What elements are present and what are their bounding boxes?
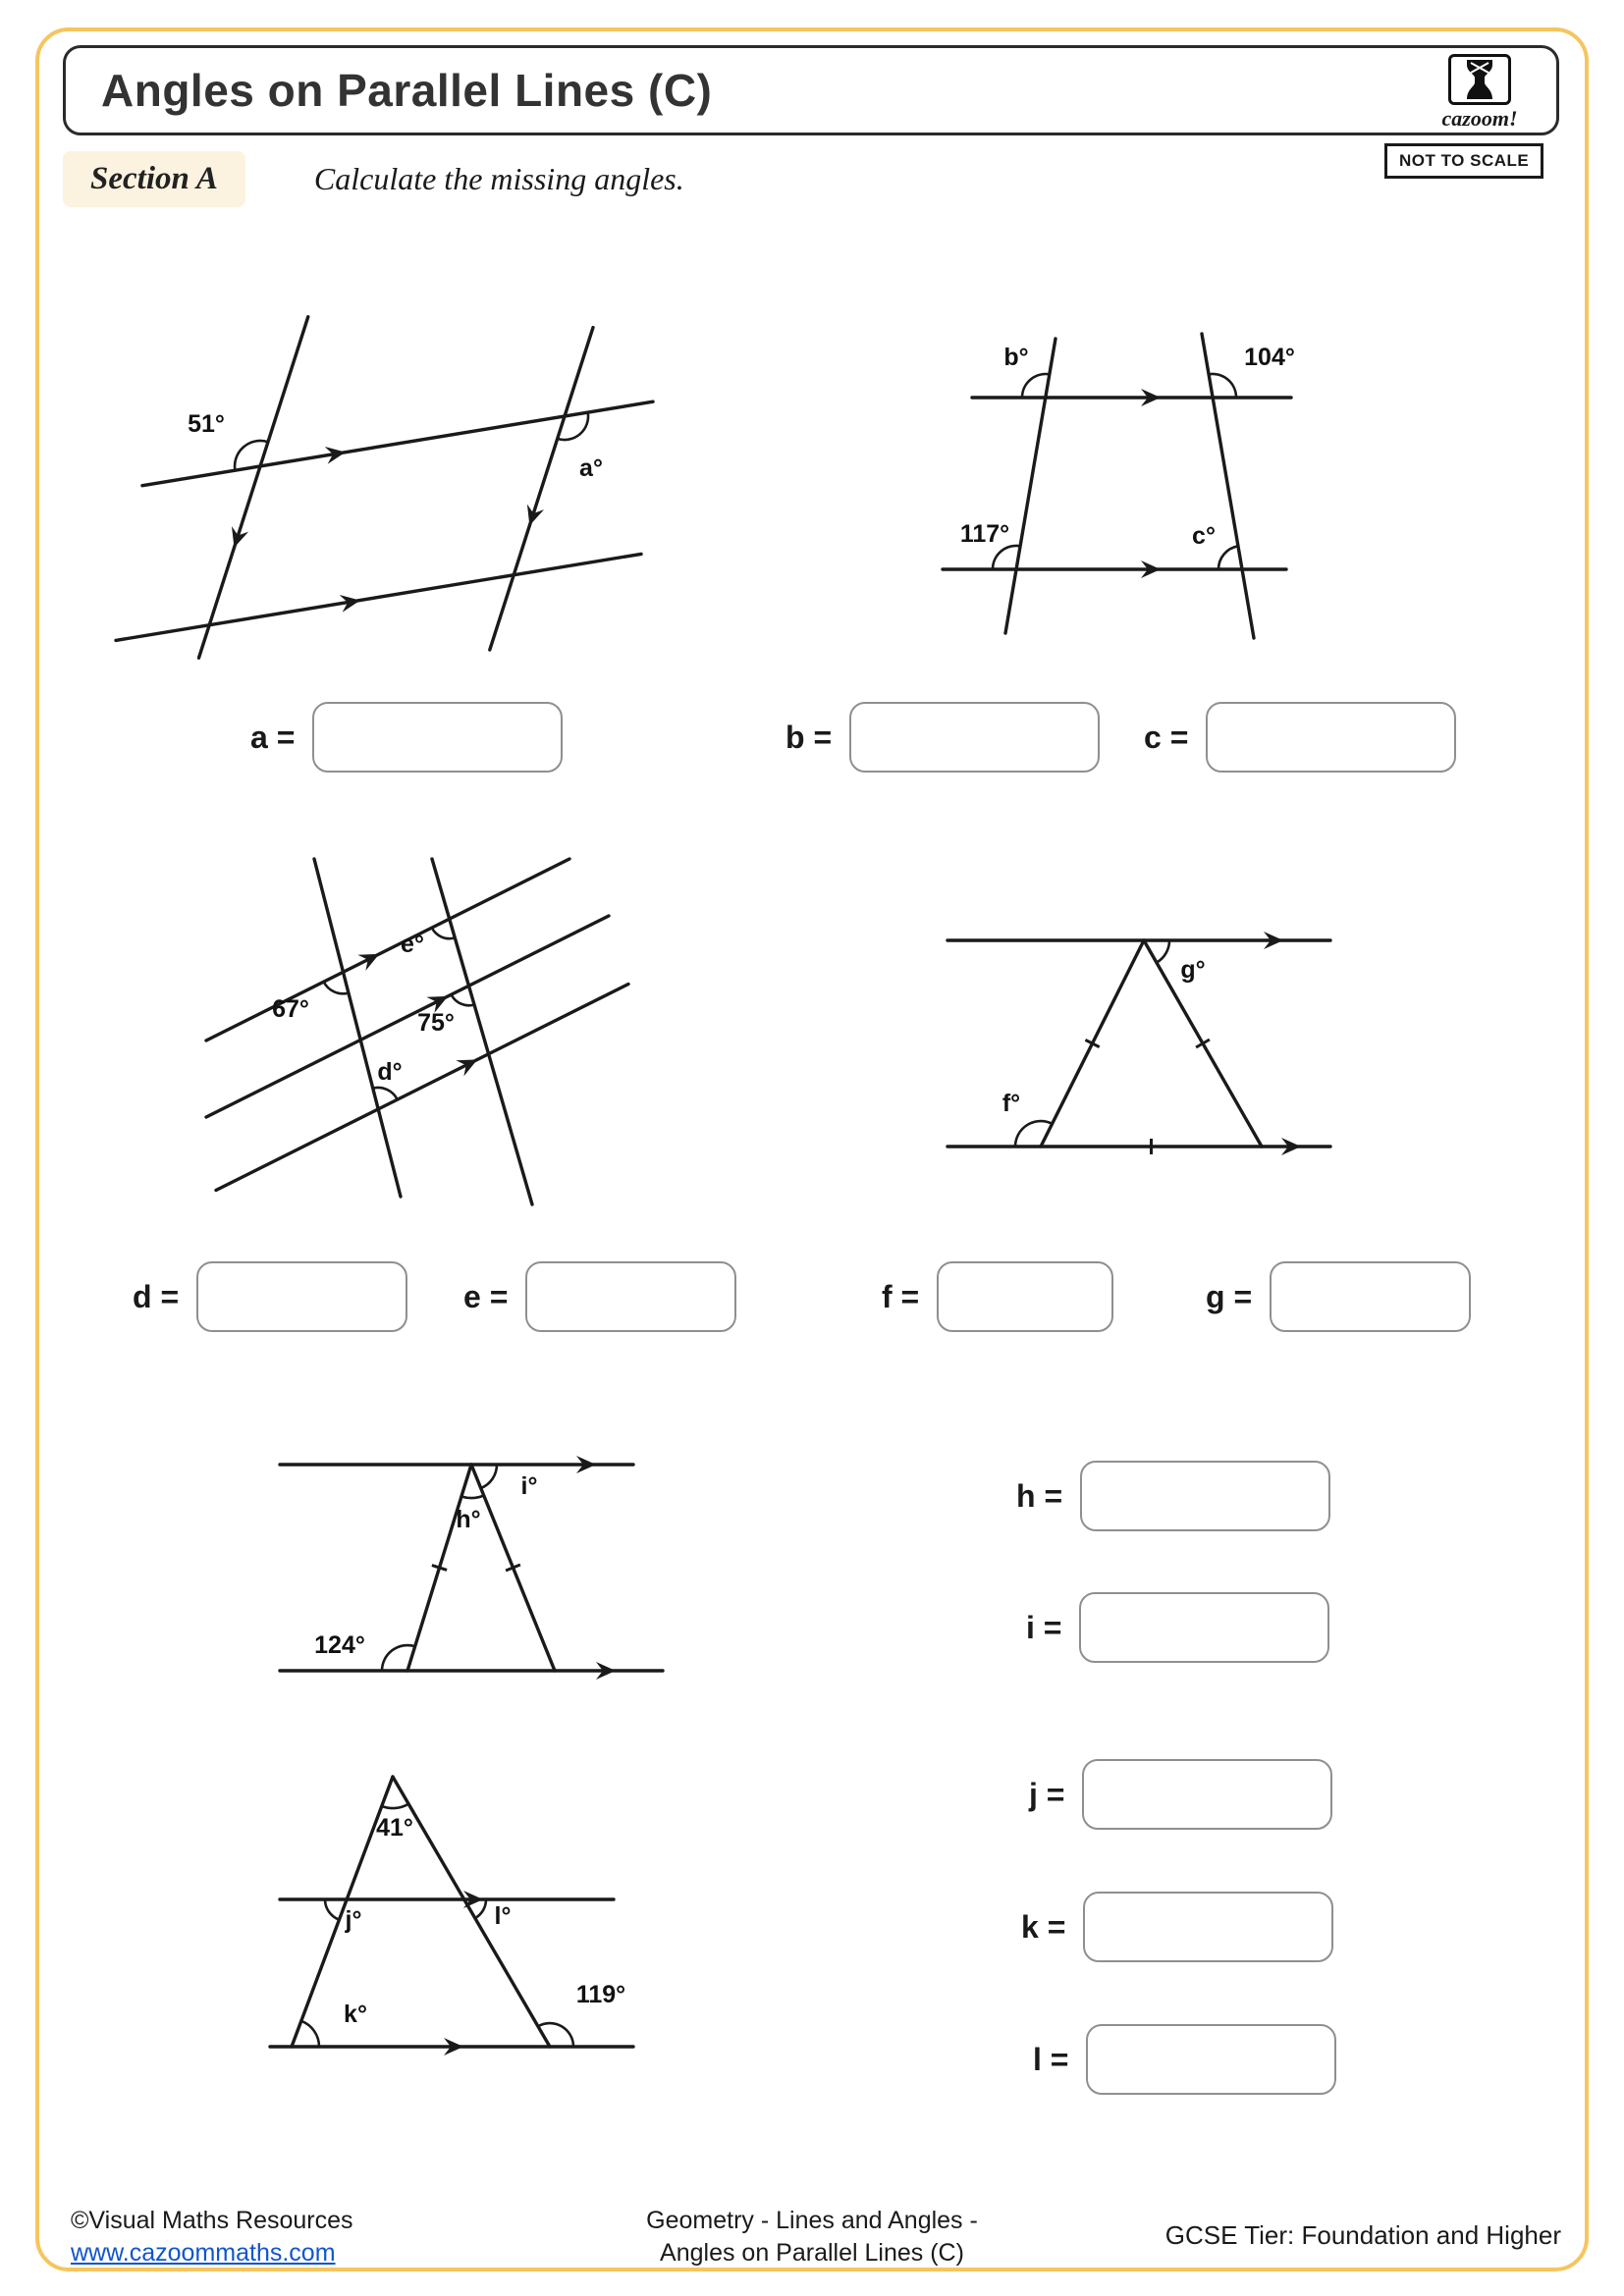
answer-i-label: i = — [1026, 1609, 1062, 1645]
angle-label-104: 104° — [1244, 344, 1295, 371]
angle-label-c: c° — [1192, 522, 1216, 550]
answer-b-label: b = — [785, 719, 833, 755]
footer-topic-line2: Angles on Parallel Lines (C) — [660, 2238, 964, 2267]
answer-c-label: c = — [1144, 719, 1189, 755]
angle-label-119: 119° — [575, 1981, 626, 2008]
answer-h — [1016, 1461, 1330, 1531]
answer-e-label: e = — [463, 1278, 509, 1314]
answer-g — [1206, 1261, 1471, 1332]
answer-j — [1029, 1759, 1332, 1830]
answer-d — [133, 1261, 407, 1332]
answer-l-box[interactable] — [1086, 2024, 1336, 2095]
angle-label-d: d° — [377, 1058, 403, 1086]
answer-k-label: k = — [1021, 1908, 1066, 1945]
diagram-triangle-midline — [245, 1757, 658, 2081]
angle-label-b: b° — [1003, 344, 1029, 371]
page-title: Angles on Parallel Lines (C) — [101, 65, 713, 116]
answer-l — [1033, 2024, 1336, 2095]
diagram-triangle-parallels — [265, 1443, 697, 1698]
answer-f-box[interactable] — [937, 1261, 1113, 1332]
answer-d-label: d = — [133, 1278, 180, 1314]
answer-f — [882, 1261, 1113, 1332]
answer-b-box[interactable] — [849, 702, 1100, 773]
answer-c — [1144, 702, 1456, 773]
section-label: Section A — [63, 151, 245, 207]
answer-k-box[interactable] — [1083, 1892, 1333, 1962]
angle-label-i: i° — [520, 1472, 538, 1500]
answer-d-box[interactable] — [196, 1261, 407, 1332]
diagram2-arrows — [1141, 389, 1161, 578]
section-row — [63, 147, 684, 210]
angle-label-k: k° — [344, 2001, 367, 2028]
answer-i — [1026, 1592, 1329, 1663]
angle-label-67: 67° — [272, 995, 309, 1023]
logo-text: cazoom! — [1441, 106, 1518, 131]
angle-label-41: 41° — [376, 1814, 413, 1842]
section-instruction: Calculate the missing angles. — [313, 160, 684, 196]
answer-e — [463, 1261, 736, 1332]
angle-label-l: l° — [494, 1902, 512, 1930]
footer-tier: GCSE Tier: Foundation and Higher — [1164, 2220, 1561, 2250]
answer-i-box[interactable] — [1079, 1592, 1329, 1663]
answer-h-label: h = — [1016, 1477, 1063, 1514]
angle-label-51: 51° — [188, 410, 225, 438]
diagram-three-parallels — [147, 844, 697, 1237]
cazoom-logo — [1421, 54, 1539, 132]
diagram-two-transversals — [933, 324, 1483, 648]
angle-label-g: g° — [1180, 956, 1206, 984]
diagram1-arrows — [226, 444, 544, 613]
diagram1-lines — [116, 317, 653, 659]
angle-label-75: 75° — [417, 1009, 455, 1037]
answer-g-label: g = — [1206, 1278, 1253, 1314]
diagram5-ticks — [432, 1565, 520, 1571]
diagram2-lines — [943, 334, 1291, 638]
diagram4-ticks — [1085, 1040, 1210, 1154]
answer-l-label: l = — [1033, 2041, 1069, 2077]
diagram5-arrows — [576, 1456, 616, 1680]
not-to-scale-badge: NOT TO SCALE — [1384, 143, 1543, 179]
angle-label-e: e° — [401, 931, 424, 958]
answer-g-box[interactable] — [1270, 1261, 1471, 1332]
answer-b — [785, 702, 1100, 773]
diagram6-arcs — [301, 1804, 573, 2047]
angle-label-h: h° — [456, 1506, 481, 1533]
angle-label-124: 124° — [314, 1631, 365, 1659]
footer-center — [419, 2205, 1205, 2269]
logo-frame — [1448, 54, 1511, 105]
answer-k — [1021, 1892, 1333, 1962]
answer-e-box[interactable] — [525, 1261, 736, 1332]
drum-icon — [1461, 58, 1498, 101]
footer-topic-line1: Geometry - Lines and Angles - — [646, 2207, 978, 2234]
answer-h-box[interactable] — [1080, 1461, 1330, 1531]
angle-label-f: f° — [1001, 1090, 1021, 1117]
footer-copyright: ©Visual Maths Resources — [71, 2207, 353, 2234]
diagram4-arrows — [1264, 932, 1301, 1155]
angle-label-117: 117° — [959, 520, 1010, 548]
diagram-isosceles-triangle-parallels — [933, 913, 1365, 1168]
answer-j-box[interactable] — [1082, 1759, 1332, 1830]
footer-website-link[interactable]: www.cazoommaths.com — [71, 2238, 336, 2267]
angle-label-j: j° — [345, 1906, 362, 1934]
footer-left — [71, 2205, 353, 2269]
answer-f-label: f = — [882, 1278, 920, 1314]
answer-a-label: a = — [250, 719, 296, 755]
answer-a-box[interactable] — [312, 702, 563, 773]
answer-j-label: j = — [1029, 1776, 1065, 1812]
diagram-parallelogram — [108, 304, 697, 677]
angle-label-a: a° — [579, 454, 603, 482]
title-box — [63, 45, 1559, 135]
answer-a — [250, 702, 563, 773]
answer-c-box[interactable] — [1206, 702, 1456, 773]
